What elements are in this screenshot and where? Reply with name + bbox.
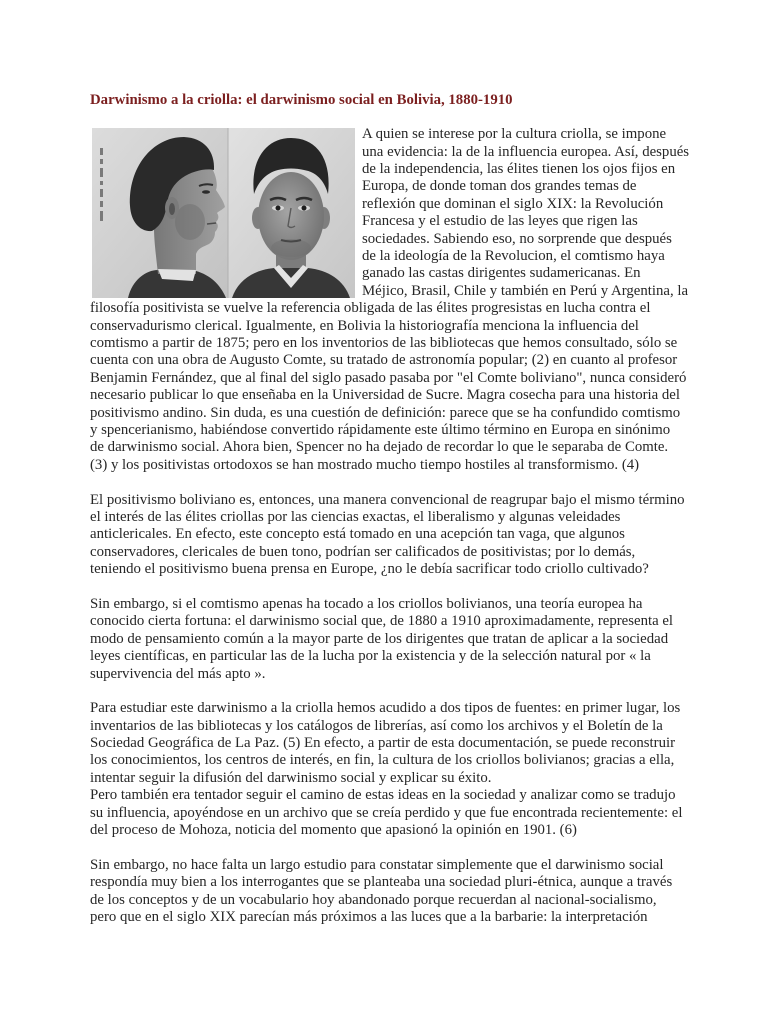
text-line: y spencerianismo, habiéndose convertido rápidamente este último término en Europa en sinónimo (90, 422, 671, 439)
text-line: pero que en el siglo XIX parecían más próximos a las luces que a la barbarie: la interpretación (90, 908, 648, 925)
text-line: anticlericales. En efecto, este concepto está tomado en una acepción tan vaga, que algunos (90, 526, 625, 543)
paragraph (90, 300, 686, 474)
text-line: supervivencia del más apto ». (90, 665, 266, 682)
text-line: necesario publicar lo que enseñaba en la Universidad de Sucre. Magra cosecha para una historia del (90, 387, 680, 404)
text-line: cuenta con una obra de Augusto Comte, su tratado de astronomía popular; (2) en cuanto al profesor (90, 352, 678, 369)
text-line: los conocimientos, los centros de interés, en fin, la cultura de los criollos bolivianos; gracias a ella, (90, 752, 675, 769)
profile-view (92, 128, 228, 298)
text-line: Sociedad Geográfica de La Paz. (5) En efecto, a partir de esta documentación, se puede reconstruir (90, 735, 676, 752)
text-line: Europa, de donde toman dos grandes temas de (362, 178, 637, 195)
portrait-photo (92, 128, 355, 298)
text-line: inventarios de las bibliotecas y los catálogos de librerías, así como los archivos y el Boletín de la (90, 717, 663, 734)
text-line: Para estudiar este darwinismo a la criolla hemos acudido a dos tipos de fuentes: en primer lugar, los (90, 700, 681, 717)
text-line: filosofía positivista se vuelve la referencia obligada de las élites progresistas en lucha contra el (90, 300, 651, 317)
text-line: conservadores, clericales de buen tono, podrían ser calificados de positivistas; por lo demás, (90, 543, 636, 560)
profile-cheek-shadow (175, 204, 205, 240)
text-line: de darwinismo social. Ahora bien, Spencer no ha dejado de recordar lo que le separaba de Comte. (90, 439, 669, 456)
text-line: comtismo a partir de 1875; pero en los inventorios de las bibliotecas que hemos consultado, sólo se (90, 335, 678, 352)
text-column-beside-photo (362, 126, 689, 300)
text-line: A quien se interese por la cultura criolla, se impone (362, 126, 667, 143)
frontal-right-pupil (302, 206, 307, 211)
text-line: teniendo el positivismo buena prensa en Europe, ¿no le debía sacrificar todo criollo cultivado? (90, 561, 649, 578)
paragraph (90, 857, 686, 927)
text-line: Sin embargo, no hace falta un largo estudio para constatar simplemente que el darwinismo social (90, 856, 664, 873)
paragraph (90, 596, 686, 683)
text-line: de la independencia, las élites tienen los ojos fijos en (362, 161, 676, 178)
text-line: (3) y los positivistas ortodoxos se han mostrado mucho tiempo hostiles al transformismo. (4) (90, 456, 640, 473)
article-title: Darwinismo a la criolla: el darwinismo social en Bolivia, 1880-1910 (90, 92, 513, 109)
text-line: una evidencia: la de la influencia europea. Así, después (362, 143, 690, 160)
text-line: el interés de las élites criollas por las ciencias exactas, el liberalismo y algunas veleidades (90, 508, 621, 525)
text-line: Benjamin Fernández, que al final del siglo pasado pasaba por "el Comte boliviano", nunca consideró (90, 369, 687, 386)
text-line: reflexión que dominan el siglo XIX: la Revolución (362, 195, 664, 212)
photo-divider (228, 128, 229, 298)
text-line: de la ideología de la Revolucion, el comtismo haya (362, 248, 665, 265)
paragraph (90, 700, 686, 787)
text-line: su influencia, apoyéndose en un archivo que se creía perdido y que fue encontrada recientemente: el (90, 804, 683, 821)
text-line: de los conceptos y de un vocabulario hoy abandonado porque recuerdan al nacional-socialismo, (90, 891, 657, 908)
text-line: ganado las castas dirigentes sudamericanas. En (362, 265, 641, 282)
text-line: modo de pensamiento común a la mayor parte de los dirigentes que tratan de aplicar a la sociedad (90, 630, 669, 647)
text-line: intentar seguir la difusión del darwinismo social y explicar su éxito. (90, 769, 492, 786)
text-line: Sin embargo, si el comtismo apenas ha tocado a los criollos bolivianos, una teoría europea ha (90, 595, 643, 612)
text-line: conocido cierta fortuna: el darwinismo social que, de 1880 a 1910 aproximadamente, representa el (90, 613, 674, 630)
article-body (90, 300, 686, 943)
text-line: Francesa y el estudio de las leyes que rigen las (362, 213, 638, 230)
frontal-view (228, 128, 356, 298)
text-line: conservadurismo clerical. Igualmente, en Bolivia la historiografía menciona la influencia del (90, 317, 639, 334)
paragraph (90, 492, 686, 579)
profile-mouth (207, 223, 216, 224)
profile-ear-inner (169, 203, 175, 215)
text-line: El positivismo boliviano es, entonces, una manera convencional de reagrupar bajo el mismo término (90, 491, 685, 508)
paragraph (90, 787, 686, 839)
text-line: Méjico, Brasil, Chile y también en Perú y Argentina, la (362, 282, 689, 299)
text-line: leyes científicas, en particular las de la lucha por la existencia y de la selección natural por « la (90, 648, 651, 665)
text-line: Pero también era tentador seguir el camino de estas ideas en la sociedad y analizar como se tradujo (90, 787, 676, 804)
text-line: positivismo andino. Sin duda, es una cuestión de definición: parece que se ha confundido comtismo (90, 404, 681, 421)
text-line: sociedades. Sabiendo eso, no sorprende que después (362, 230, 672, 247)
text-line: del proceso de Mohoza, noticia del momento que apasionó la opinión en 1901. (6) (90, 822, 577, 839)
text-line: respondía muy bien a los interrogantes que se planteaba una sociedad pluri-étnica, aunque a través (90, 874, 673, 891)
frontal-left-pupil (276, 206, 281, 211)
profile-eye (202, 190, 210, 194)
